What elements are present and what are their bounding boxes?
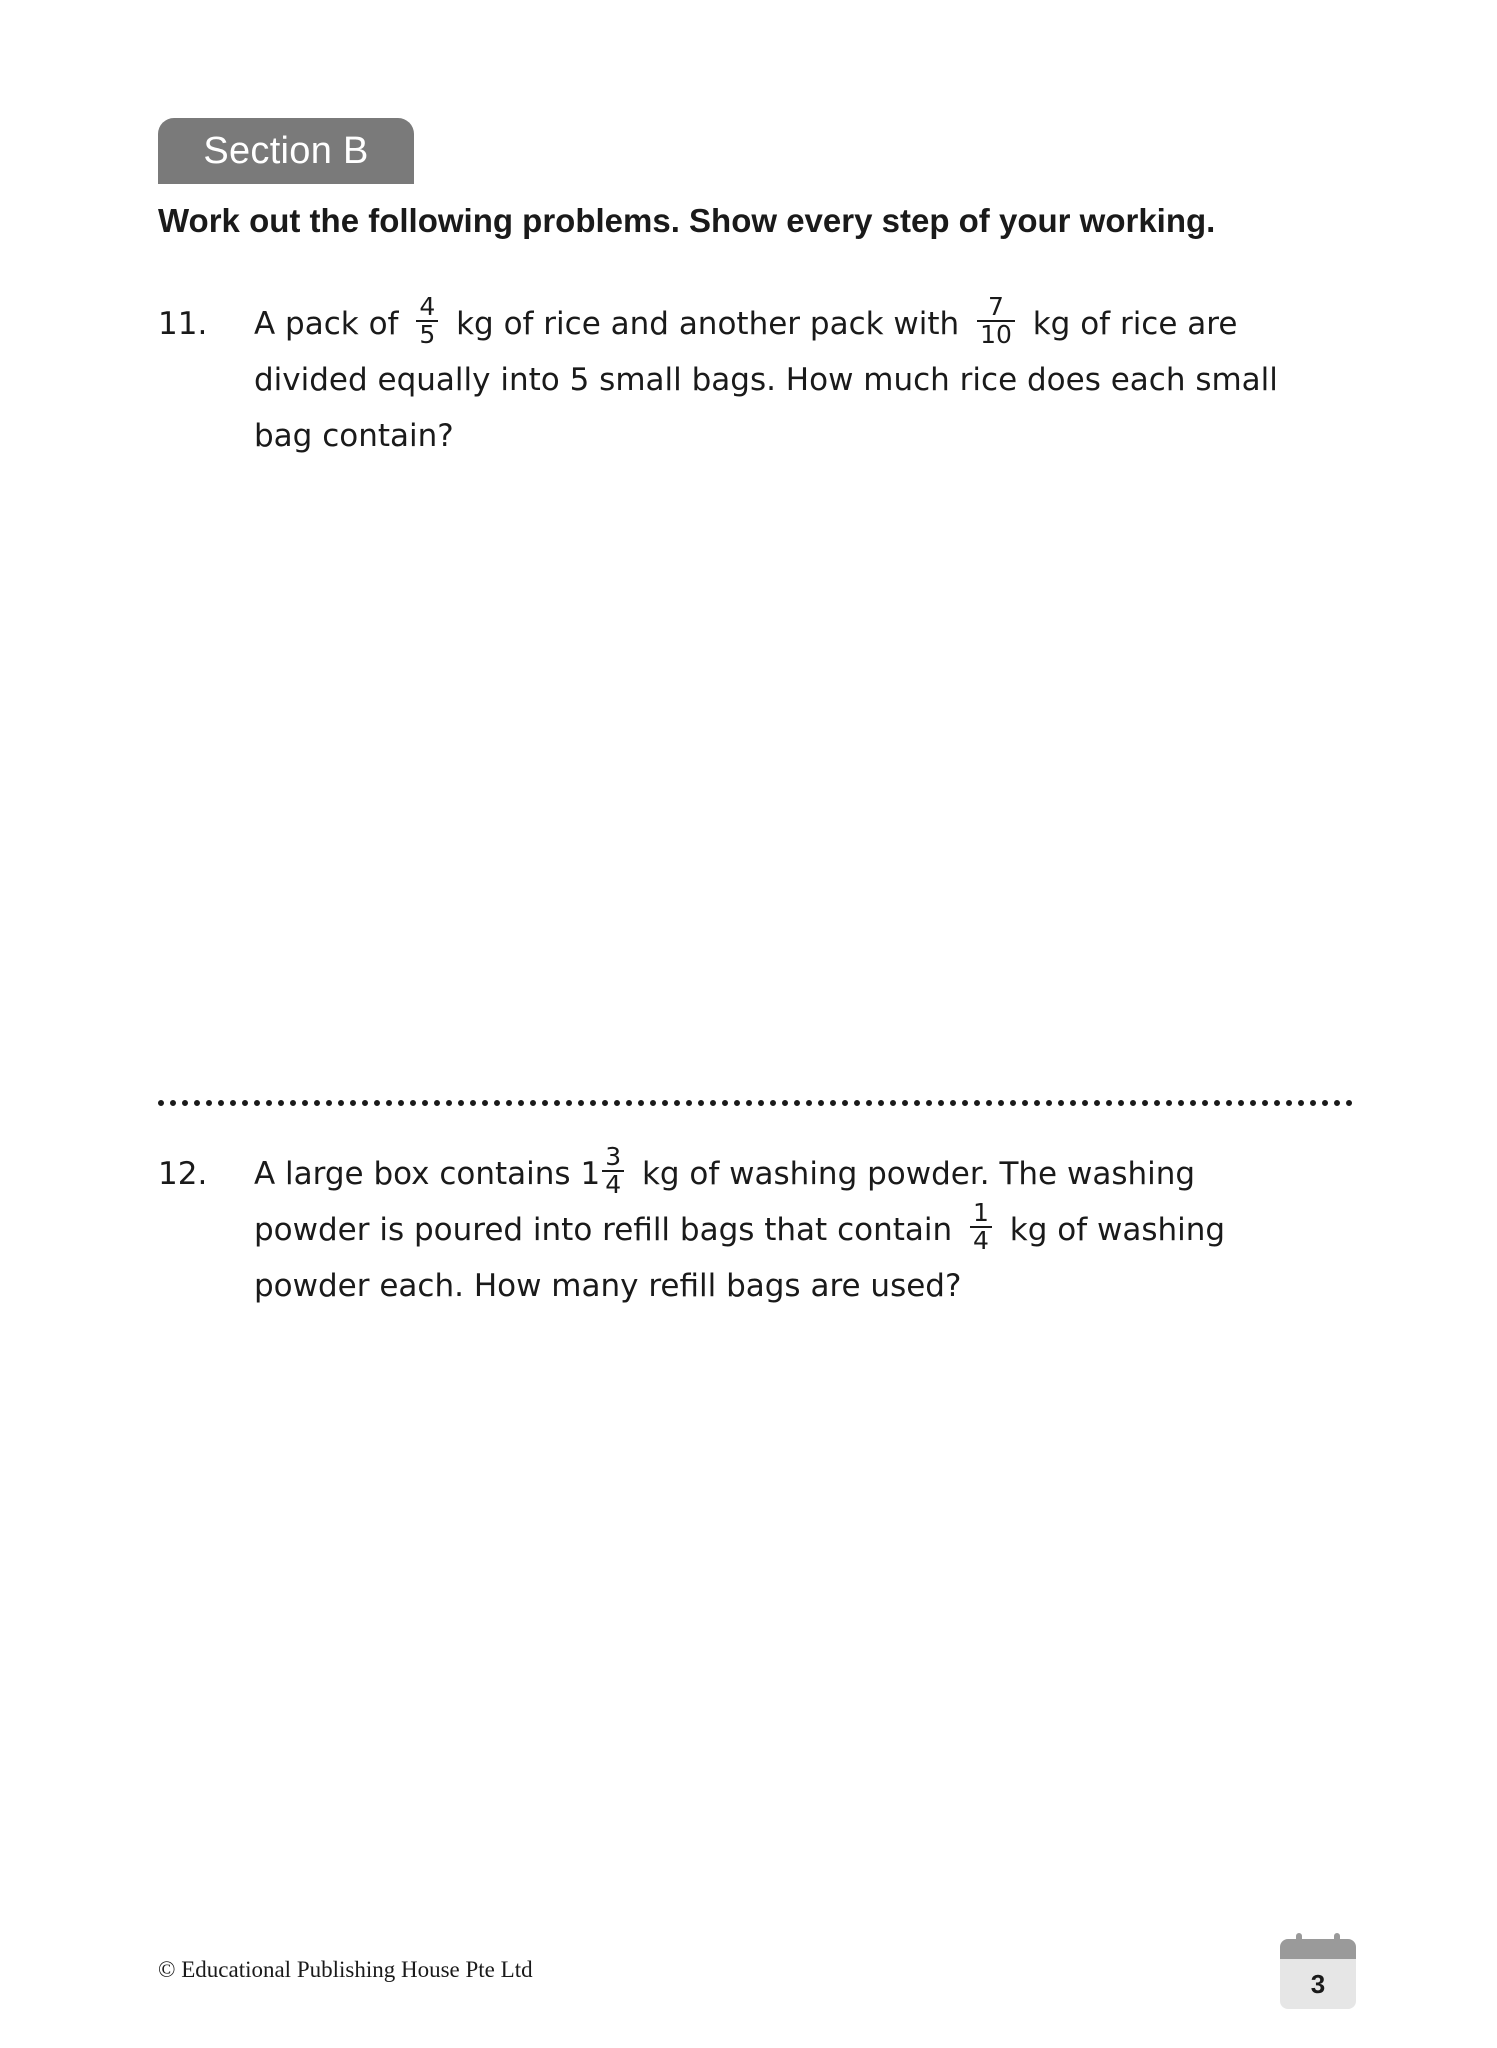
question-line: bag contain? bbox=[254, 418, 454, 454]
fraction-numerator: 1 bbox=[973, 1197, 989, 1227]
question-line bbox=[254, 1141, 1314, 1202]
text-segment: kg of rice and another pack with bbox=[456, 306, 960, 342]
page-number: 3 bbox=[1280, 1959, 1356, 2009]
calendar-ring bbox=[1296, 1933, 1302, 1947]
text-segment: kg of washing powder. The washing bbox=[641, 1156, 1196, 1192]
fraction-denominator: 4 bbox=[602, 1170, 624, 1198]
calendar-icon bbox=[1280, 1939, 1356, 2009]
question-text bbox=[254, 1141, 1314, 1314]
fraction bbox=[602, 1141, 624, 1199]
fraction-denominator: 10 bbox=[977, 320, 1015, 348]
fraction-denominator: 5 bbox=[416, 320, 438, 348]
fraction bbox=[416, 291, 438, 349]
question-text bbox=[254, 291, 1314, 464]
text-segment: A large box contains bbox=[254, 1156, 571, 1192]
text-segment: kg of washing bbox=[1009, 1212, 1226, 1248]
copyright-text: © Educational Publishing House Pte Ltd bbox=[158, 1957, 533, 1982]
fraction-denominator: 4 bbox=[970, 1226, 992, 1254]
fraction bbox=[970, 1197, 992, 1255]
question-line bbox=[254, 291, 1314, 352]
fraction-numerator: 4 bbox=[419, 291, 436, 321]
text-segment: powder is poured into refill bags that contain bbox=[254, 1212, 953, 1248]
instruction-text: Work out the following problems. Show every step of your working. bbox=[158, 202, 1216, 239]
mixed-number-whole: 1 bbox=[580, 1156, 601, 1192]
question-line: divided equally into 5 small bags. How much rice does each small bbox=[254, 362, 1278, 398]
question-line: powder each. How many refill bags are used? bbox=[254, 1268, 962, 1304]
text-segment: kg of rice are bbox=[1032, 306, 1238, 342]
fraction bbox=[977, 291, 1015, 349]
question-number: 12. bbox=[158, 1156, 208, 1192]
calendar-header bbox=[1280, 1939, 1356, 1959]
text-segment: A pack of bbox=[254, 306, 399, 342]
calendar-ring bbox=[1334, 1933, 1340, 1947]
section-title: Section B bbox=[158, 118, 414, 184]
question-line bbox=[254, 1197, 1314, 1258]
dotted-divider bbox=[158, 1100, 1353, 1106]
question-number: 11. bbox=[158, 306, 208, 342]
fraction-numerator: 7 bbox=[988, 291, 1004, 321]
fraction-numerator: 3 bbox=[605, 1141, 622, 1171]
